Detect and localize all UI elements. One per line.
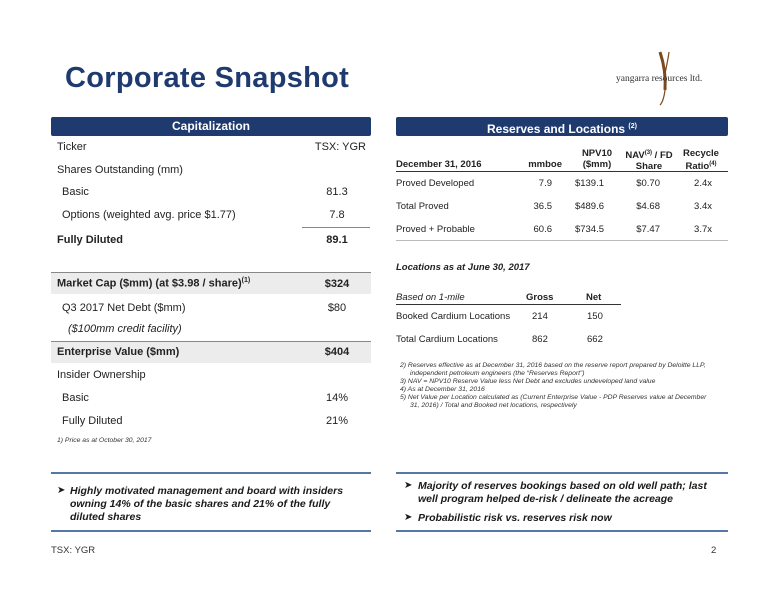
page-title: Corporate Snapshot: [65, 62, 350, 94]
logo-text: yangarra resources ltd.: [616, 74, 703, 84]
enterprise-value-label: Enterprise Value ($mm): [57, 346, 180, 358]
capitalization-footnote: 1) Price as at October 30, 2017: [57, 437, 152, 444]
net-debt-label: Q3 2017 Net Debt ($mm): [62, 302, 186, 314]
insider-ownership-label: Insider Ownership: [57, 369, 146, 381]
locations-row-gross: 862: [532, 334, 548, 345]
credit-facility-label: ($100mm credit facility): [68, 323, 182, 335]
fully-diluted-rule: [302, 227, 370, 228]
right-bullet-text: Majority of reserves bookings based on old well path; last well program helped de-risk / delineate the acreage: [418, 480, 707, 505]
market-cap-text: Market Cap ($mm) (at $3.98 / share): [57, 277, 242, 290]
enterprise-value-value: $404: [324, 346, 350, 358]
reserves-note: 2) Reserves effective as at December 31, 2016 based on the reserve report prepared by Deloitte LLP,: [400, 362, 706, 369]
net-debt-value: $80: [327, 302, 347, 314]
col-nav-share: Share: [635, 161, 663, 173]
col-rr-line1: Recycle: [683, 148, 719, 159]
reserves-row-npv: $139.1: [574, 178, 604, 189]
locations-gross-header: Gross: [526, 292, 554, 303]
reserves-note: independent petroleum engineers (the “Reserves Report”): [410, 370, 585, 377]
reserves-row-nav: $4.68: [636, 201, 660, 212]
left-bullet-text: Highly motivated management and board with insiders owning 14% of the basic shares and 21% of the fully diluted shares: [70, 485, 344, 523]
options-value: 7.8: [329, 209, 345, 221]
arrow-bullet-icon: ➤: [404, 512, 413, 523]
reserves-row-nav: $7.47: [636, 224, 660, 235]
insider-diluted-value: 21%: [325, 415, 349, 427]
reserves-header-rule: [396, 171, 728, 172]
ticker-value: TSX: YGR: [314, 141, 366, 153]
fully-diluted-label: Fully Diluted: [57, 234, 123, 246]
col-nav: [620, 148, 678, 172]
arrow-bullet-icon: ➤: [404, 480, 413, 491]
reserves-header-text: Reserves and Locations: [487, 122, 626, 136]
market-cap-footnote-ref: (1): [241, 277, 251, 284]
insider-basic-label: Basic: [62, 392, 89, 404]
locations-row-label: Total Cardium Locations: [396, 334, 498, 345]
reserves-header-footnote-ref: (2): [628, 123, 637, 130]
reserves-row-mmboe: 60.6: [533, 224, 552, 235]
page-number: 2: [711, 545, 717, 556]
col-rr-line2: Ratio: [685, 161, 710, 173]
locations-row-net: 662: [587, 334, 603, 345]
locations-title: Locations as at June 30, 2017: [396, 262, 530, 273]
reserves-row-npv: $489.6: [574, 201, 604, 212]
col-npv10-line1: NPV10: [581, 148, 613, 159]
market-cap-value: $324: [324, 278, 350, 290]
locations-row-net: 150: [587, 311, 603, 322]
reserves-note: 4) As at December 31, 2016: [400, 386, 485, 393]
col-npv10: [572, 148, 622, 170]
enterprise-value-rule: [51, 341, 371, 342]
reserves-row-rr: 3.4x: [694, 201, 712, 212]
col-nav-text: NAV: [625, 150, 645, 162]
reserves-header: [396, 117, 728, 136]
reserves-row-mmboe: 36.5: [533, 201, 552, 212]
col-recycle-ratio: [676, 148, 726, 172]
reserves-row-npv: $734.5: [574, 224, 604, 235]
col-rr-footnote-ref: (4): [709, 161, 717, 167]
reserves-row-rr: 3.7x: [694, 224, 712, 235]
col-nav-fd: / FD: [652, 150, 673, 162]
reserves-row-label: Total Proved: [396, 201, 449, 212]
locations-net-header: Net: [586, 292, 602, 303]
col-nav-footnote-ref: (3): [644, 150, 653, 156]
reserves-row-rr: 2.4x: [694, 178, 712, 189]
capitalization-header: Capitalization: [51, 117, 371, 136]
col-npv10-line2: ($mm): [582, 159, 612, 170]
reserves-note: 5) Net Value per Location calculated as (Current Enterprise Value - PDP Reserves value at December: [400, 394, 707, 401]
basic-value: 81.3: [326, 186, 348, 198]
insider-diluted-label: Fully Diluted: [62, 415, 123, 427]
arrow-bullet-icon: ➤: [57, 485, 66, 496]
market-cap-rule: [51, 272, 371, 273]
shares-outstanding-label: Shares Outstanding (mm): [57, 164, 183, 176]
locations-header-rule: [396, 304, 621, 305]
fully-diluted-value: 89.1: [326, 234, 348, 246]
reserves-note: 3) NAV = NPV10 Reserve Value less Net Debt and excludes undeveloped land value: [400, 378, 656, 385]
col-date: December 31, 2016: [396, 159, 482, 170]
insider-basic-value: 14%: [325, 392, 349, 404]
right-bullet-text: Probabilistic risk vs. reserves risk now: [418, 512, 612, 524]
footer-ticker: TSX: YGR: [51, 545, 96, 556]
reserves-row-label: Proved + Probable: [396, 224, 475, 235]
col-mmboe: mmboe: [528, 159, 562, 170]
reserves-note: 31, 2016) / Total and Booked net locations, respectively: [410, 402, 577, 409]
reserves-bottom-rule: [396, 240, 728, 241]
reserves-row-label: Proved Developed: [396, 178, 475, 189]
locations-row-gross: 214: [532, 311, 548, 322]
market-cap-label: [57, 277, 250, 290]
options-label: Options (weighted avg. price $1.77): [62, 209, 236, 221]
ticker-label: Ticker: [57, 141, 87, 153]
locations-basis: Based on 1-mile: [396, 292, 465, 303]
locations-row-label: Booked Cardium Locations: [396, 311, 511, 322]
basic-label: Basic: [62, 186, 89, 198]
reserves-row-mmboe: 7.9: [538, 178, 552, 189]
reserves-row-nav: $0.70: [636, 178, 660, 189]
